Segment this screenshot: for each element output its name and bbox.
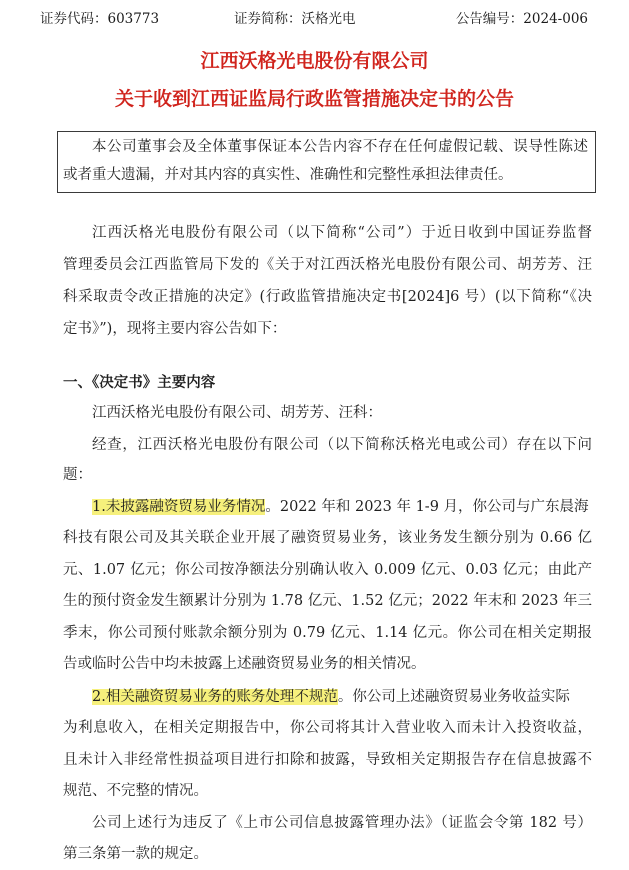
stock-abbreviation: 证券简称：沃格光电 (234, 11, 356, 27)
item-2-line: 规范、不完整的情况。 (63, 783, 208, 799)
findings-intro-line: 题： (63, 467, 92, 483)
notice-title: 关于收到江西证监局行政监管措施决定书的公告 (114, 88, 514, 110)
conclusion-line: 第三条第一款的规定。 (63, 846, 208, 862)
addressee-line: 江西沃格光电股份有限公司、胡芳芳、汪科： (92, 405, 382, 421)
company-title: 江西沃格光电股份有限公司 (200, 50, 429, 72)
item-2-first-line (63, 686, 570, 708)
item-1-line: 季末，你公司预付账款余额分别为 0.79 亿元、1.14 亿元。你公司在相关定期报 (63, 625, 592, 641)
item-1-text: 。2022 年和 2023 年 1-9 月，你公司与广东晨海 (265, 499, 589, 515)
item-2-line: 且未计入非经常性损益项目进行扣除和披露，导致相关定期报告存在信息披露不 (63, 752, 592, 768)
board-guarantee-line: 本公司董事会及全体董事保证本公告内容不存在任何虚假记载、误导性陈述 (92, 139, 588, 155)
item-2-highlight: 2.相关融资贸易业务的账务处理不规范 (92, 689, 338, 705)
item-2-text: 。你公司上述融资贸易业务收益实际 (337, 689, 570, 705)
board-guarantee-line: 或者重大遗漏，并对其内容的真实性、准确性和完整性承担法律责任。 (63, 167, 513, 183)
item-1-line: 生的预付资金发生额累计分别为 1.78 亿元、1.52 亿元；2022 年末和 2023 年三 (63, 593, 592, 609)
item-1-first-line (63, 496, 589, 518)
item-1-line: 科技有限公司及其关联企业开展了融资贸易业务，该业务发生额分别为 0.66 亿 (63, 530, 592, 546)
intro-paragraph-line: 江西沃格光电股份有限公司（以下简称“公司”）于近日收到中国证券监督 (92, 225, 592, 241)
findings-intro-line: 经查，江西沃格光电股份有限公司（以下简称沃格光电或公司）存在以下问 (92, 437, 592, 453)
item-1-line: 元、1.07 亿元；你公司按净额法分别确认收入 0.009 亿元、0.03 亿元；由此产 (63, 562, 592, 578)
intro-paragraph-line: 定书》”)，现将主要内容公告如下： (63, 321, 287, 337)
item-2-line: 为利息收入，在相关定期报告中，你公司将其计入营业收入而未计入投资收益， (63, 720, 592, 736)
conclusion-line: 公司上述行为违反了《上市公司信息披露管理办法》（证监会令第 182 号） (92, 815, 592, 831)
item-1-line: 告或临时公告中均未披露上述融资贸易业务的相关情况。 (63, 656, 426, 672)
stock-code: 证券代码：603773 (40, 11, 160, 27)
intro-paragraph-line: 科采取责令改正措施的决定》(行政监管措施决定书[2024]6 号）(以下简称“《决 (63, 289, 592, 305)
intro-paragraph-line: 管理委员会江西监管局下发的《关于对江西沃格光电股份有限公司、胡芳芳、汪 (63, 257, 592, 273)
section-heading: 一、《决定书》主要内容 (63, 375, 216, 391)
item-1-highlight: 1.未披露融资贸易业务情况 (92, 499, 266, 515)
notice-number: 公告编号：2024-006 (455, 11, 588, 27)
